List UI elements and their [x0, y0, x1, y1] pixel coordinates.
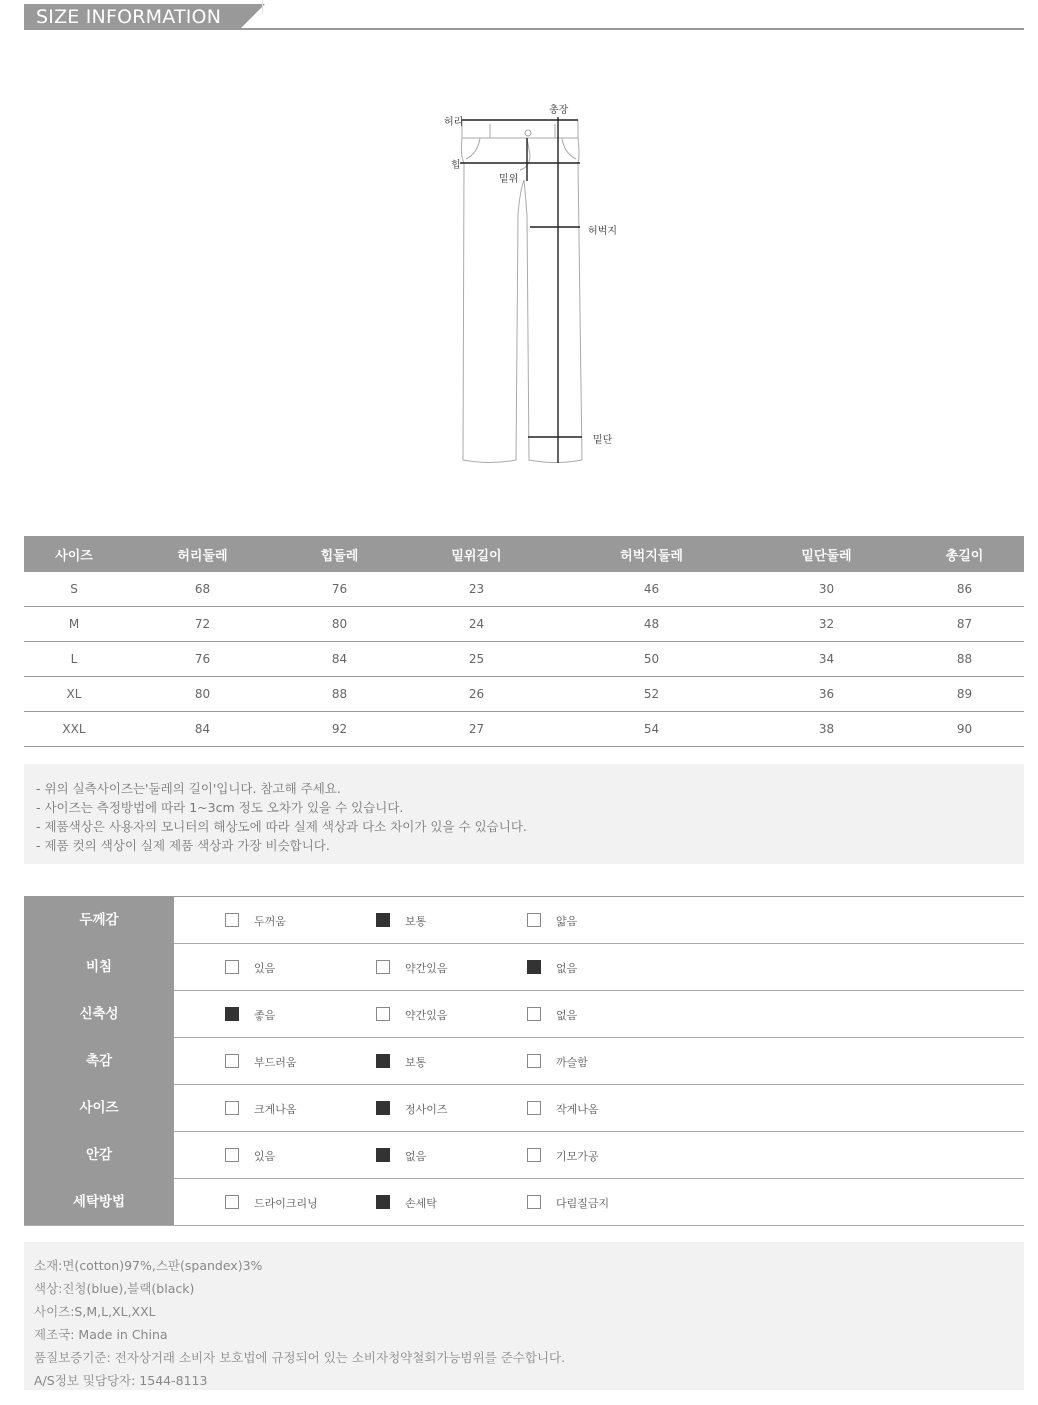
- checkbox-icon[interactable]: [225, 1148, 239, 1162]
- checked-checkbox-icon[interactable]: [376, 1054, 390, 1068]
- checkbox-icon[interactable]: [225, 913, 239, 927]
- size-table-header-row: [24, 536, 1024, 572]
- attribute-option-label: 다림질금지: [556, 1197, 610, 1210]
- pants-size-diagram: [430, 95, 630, 475]
- attribute-option-label: 손세탁: [405, 1197, 437, 1210]
- attribute-row: [24, 1132, 1024, 1179]
- column-header: 밑위길이: [398, 536, 555, 572]
- table-cell: 80: [281, 607, 398, 642]
- checkbox-icon[interactable]: [376, 1007, 390, 1021]
- table-cell: 24: [398, 607, 555, 642]
- column-header: 사이즈: [24, 536, 124, 572]
- attribute-row: [24, 991, 1024, 1038]
- attribute-option-label: 정사이즈: [405, 1103, 448, 1116]
- attribute-row: [24, 897, 1024, 944]
- diagram-label-total-length: 총장: [549, 105, 569, 116]
- column-header: 총길이: [905, 536, 1024, 572]
- checkbox-icon[interactable]: [527, 1007, 541, 1021]
- table-cell: 84: [124, 712, 281, 747]
- table-cell: 84: [281, 642, 398, 677]
- table-cell: 88: [905, 642, 1024, 677]
- table-row: [24, 677, 1024, 712]
- attribute-label: 세탁방법: [24, 1178, 174, 1225]
- section-header: [24, 0, 1024, 30]
- attribute-option-label: 없음: [405, 1150, 427, 1163]
- attribute-option-label: 두꺼움: [254, 915, 286, 928]
- table-cell: 36: [748, 677, 905, 712]
- attribute-label: 촉감: [24, 1037, 174, 1085]
- attribute-option-label: 기모가공: [556, 1150, 599, 1163]
- attribute-label: 안감: [24, 1131, 174, 1179]
- attribute-option-label: 약간있음: [405, 962, 448, 975]
- checkbox-icon[interactable]: [225, 1195, 239, 1209]
- checked-checkbox-icon[interactable]: [527, 960, 541, 974]
- attribute-label: 두께감: [24, 896, 174, 944]
- info-origin: 제조국: Made in China: [34, 1327, 168, 1342]
- checkbox-icon[interactable]: [225, 960, 239, 974]
- table-cell: 76: [281, 572, 398, 607]
- diagram-label-thigh: 허벅지: [588, 226, 617, 237]
- attribute-row: [24, 944, 1024, 991]
- table-row: [24, 712, 1024, 747]
- diagram-label-hip: 힙: [451, 160, 461, 171]
- attribute-option-label: 드라이크리닝: [254, 1197, 318, 1210]
- attribute-option-label: 얇음: [556, 915, 578, 928]
- header-divider: [24, 28, 1024, 30]
- attribute-option-label: 크게나옴: [254, 1103, 297, 1116]
- table-cell: 23: [398, 572, 555, 607]
- attribute-label: 비침: [24, 943, 174, 991]
- table-cell: 27: [398, 712, 555, 747]
- attribute-label: 신축성: [24, 990, 174, 1038]
- note-line: - 사이즈는 측정방법에 따라 1~3cm 정도 오차가 있을 수 있습니다.: [36, 800, 404, 815]
- table-row: [24, 572, 1024, 607]
- attribute-option-label: 좋음: [254, 1009, 276, 1022]
- table-cell: 30: [748, 572, 905, 607]
- table-cell: 76: [124, 642, 281, 677]
- checked-checkbox-icon[interactable]: [225, 1007, 239, 1021]
- table-cell: 54: [555, 712, 748, 747]
- attribute-row: [24, 1179, 1024, 1226]
- table-cell: 72: [124, 607, 281, 642]
- column-header: 허벅지둘레: [555, 536, 748, 572]
- measurement-notes: [24, 764, 1024, 864]
- checkbox-icon[interactable]: [225, 1054, 239, 1068]
- table-cell: 50: [555, 642, 748, 677]
- info-sizes: 사이즈:S,M,L,XL,XXL: [34, 1304, 156, 1319]
- info-color: 색상:진청(blue),블랙(black): [34, 1281, 195, 1296]
- attribute-option-label: 있음: [254, 1150, 276, 1163]
- checkbox-icon[interactable]: [527, 1054, 541, 1068]
- table-cell: 86: [905, 572, 1024, 607]
- table-cell: 34: [748, 642, 905, 677]
- table-cell: M: [24, 607, 124, 642]
- table-cell: 87: [905, 607, 1024, 642]
- attribute-option-label: 보통: [405, 915, 427, 928]
- info-as-contact: A/S정보 및담당자: 1544-8113: [34, 1373, 208, 1388]
- fabric-attributes-table: [24, 896, 1024, 1226]
- column-header: 밑단둘레: [748, 536, 905, 572]
- table-cell: 52: [555, 677, 748, 712]
- note-line: - 위의 실측사이즈는'둘레의 길이'입니다. 참고해 주세요.: [36, 781, 341, 796]
- attribute-label: 사이즈: [24, 1084, 174, 1132]
- attribute-option-label: 까슬함: [556, 1056, 588, 1069]
- table-cell: XXL: [24, 712, 124, 747]
- info-material: 소재:면(cotton)97%,스판(spandex)3%: [34, 1258, 263, 1273]
- checkbox-icon[interactable]: [527, 1148, 541, 1162]
- table-cell: 32: [748, 607, 905, 642]
- checked-checkbox-icon[interactable]: [376, 1148, 390, 1162]
- checkbox-icon[interactable]: [527, 913, 541, 927]
- table-cell: 92: [281, 712, 398, 747]
- checkbox-icon[interactable]: [225, 1101, 239, 1115]
- column-header: 허리둘레: [124, 536, 281, 572]
- diagram-label-waist: 허리: [444, 117, 464, 128]
- table-cell: 38: [748, 712, 905, 747]
- table-cell: 48: [555, 607, 748, 642]
- note-line: - 제품 컷의 색상이 실제 제품 색상과 가장 비슷합니다.: [36, 838, 330, 853]
- diagram-label-hem: 밑단: [593, 435, 613, 446]
- table-cell: L: [24, 642, 124, 677]
- table-cell: 90: [905, 712, 1024, 747]
- size-table: [24, 536, 1024, 747]
- table-cell: 80: [124, 677, 281, 712]
- diagram-label-rise: 밑위: [499, 174, 519, 185]
- table-cell: 26: [398, 677, 555, 712]
- checkbox-icon[interactable]: [527, 1101, 541, 1115]
- attribute-option-label: 보통: [405, 1056, 427, 1069]
- attribute-row: [24, 1085, 1024, 1132]
- note-line: - 제품색상은 사용자의 모니터의 해상도에 따라 실제 색상과 다소 차이가 있을 수 있습니다.: [36, 819, 527, 834]
- table-cell: S: [24, 572, 124, 607]
- table-cell: 25: [398, 642, 555, 677]
- table-row: [24, 607, 1024, 642]
- attribute-option-label: 부드러움: [254, 1056, 297, 1069]
- table-row: [24, 642, 1024, 677]
- checkbox-icon[interactable]: [527, 1195, 541, 1209]
- checked-checkbox-icon[interactable]: [376, 913, 390, 927]
- section-title-tab: [24, 4, 240, 29]
- attribute-option-label: 없음: [556, 962, 578, 975]
- attribute-option-label: 작게나옴: [556, 1103, 599, 1116]
- table-cell: 46: [555, 572, 748, 607]
- checkbox-icon[interactable]: [376, 960, 390, 974]
- product-info: [24, 1242, 1024, 1390]
- table-cell: 89: [905, 677, 1024, 712]
- info-warranty: 품질보증기준: 전자상거래 소비자 보호법에 규정되어 있는 소비자청약철회가능범위를 준수합니다.: [34, 1350, 566, 1365]
- table-cell: 88: [281, 677, 398, 712]
- attribute-option-label: 약간있음: [405, 1009, 448, 1022]
- attribute-option-label: 없음: [556, 1009, 578, 1022]
- table-cell: 68: [124, 572, 281, 607]
- pants-illustration: [430, 95, 630, 475]
- header-tick: [262, 0, 263, 14]
- attribute-option-label: 있음: [254, 962, 276, 975]
- checked-checkbox-icon[interactable]: [376, 1195, 390, 1209]
- attribute-row: [24, 1038, 1024, 1085]
- column-header: 힙둘레: [281, 536, 398, 572]
- table-cell: XL: [24, 677, 124, 712]
- section-title: SIZE INFORMATION: [36, 6, 222, 28]
- checked-checkbox-icon[interactable]: [376, 1101, 390, 1115]
